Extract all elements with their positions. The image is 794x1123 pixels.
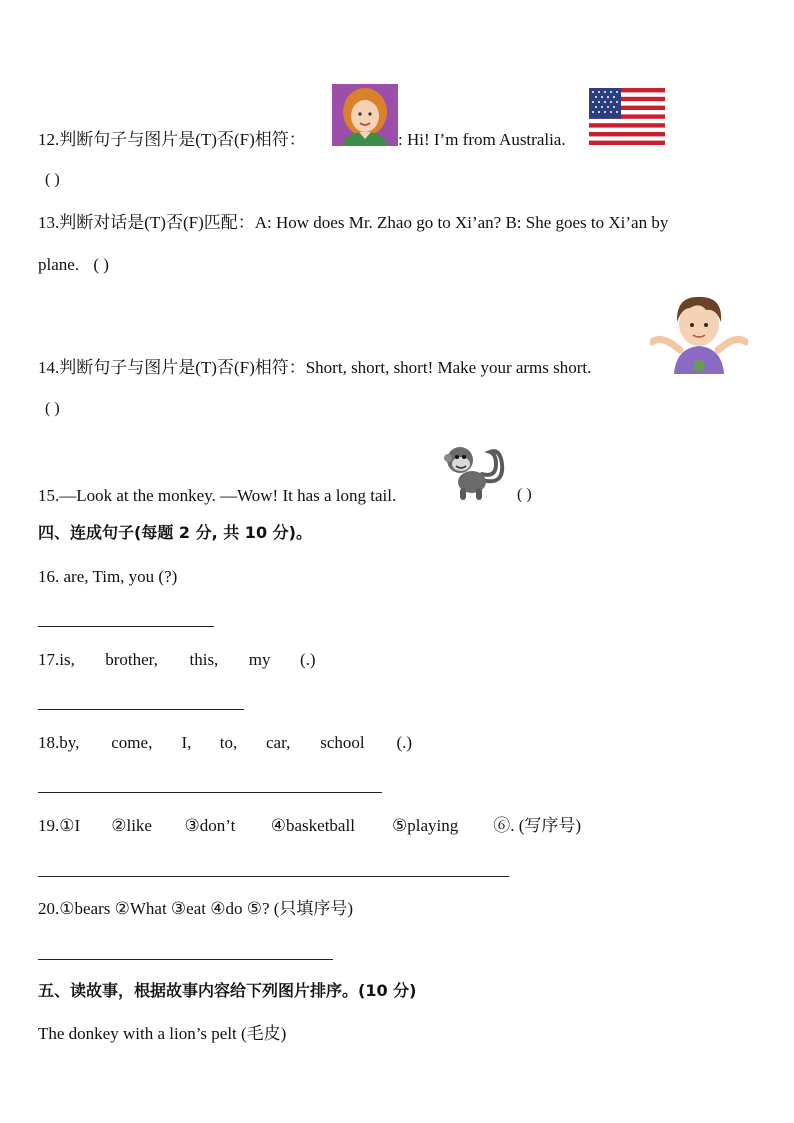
- q14-answer-paren[interactable]: ( ): [45, 400, 60, 417]
- q12-suffix-line: [398, 131, 566, 148]
- q13-answer-paren[interactable]: ( ): [93, 255, 109, 274]
- q18-word: car,: [266, 733, 291, 752]
- q20-line: 20.①bears ②What ③eat ④do ⑤? (只填序号): [38, 899, 354, 918]
- q17-line: [38, 651, 316, 668]
- q18-line: [38, 734, 412, 751]
- q18-word: 18.by,: [38, 733, 80, 752]
- q19-word: ⑤playing: [392, 816, 459, 835]
- q16-answer-line[interactable]: [38, 626, 214, 627]
- girl-portrait-image: [332, 84, 398, 146]
- boy-shrugging-image: [650, 292, 748, 374]
- q20-answer-line[interactable]: [38, 959, 333, 960]
- q18-word: I,: [181, 733, 192, 752]
- q19-word: 19.①I: [38, 816, 81, 835]
- q12-answer-paren[interactable]: ( ): [45, 171, 60, 188]
- q19-word: ②like: [111, 816, 152, 835]
- q12-prefix: 12.判断句子与图片是(T)否(F)相符：: [38, 130, 306, 149]
- q19-word: ⑥. (写序号): [493, 816, 582, 835]
- q17-word: this,: [189, 650, 219, 669]
- q14-line: 14.判断句子与图片是(T)否(F)相符：Short, short, short! Make your arms short.: [38, 358, 592, 377]
- monkey-image: [442, 440, 508, 502]
- q17-word: brother,: [105, 650, 158, 669]
- q18-answer-line[interactable]: [38, 792, 382, 793]
- section4-title: 四、连成句子(每题 2 分, 共 10 分)。: [38, 523, 312, 542]
- q15-line: 15.—Look at the monkey. —Wow! It has a long tail.: [38, 486, 397, 505]
- q17-word: (.): [300, 650, 316, 669]
- story-title: The donkey with a lion’s pelt (毛皮): [38, 1024, 287, 1043]
- q13-line2: [38, 256, 109, 273]
- q18-word: to,: [219, 733, 238, 752]
- q12-suffix: : Hi! I’m from Australia.: [398, 130, 566, 149]
- q19-line: [38, 817, 581, 834]
- q17-answer-line[interactable]: [38, 709, 244, 710]
- q13-line1: 13.判断对话是(T)否(F)匹配：A: How does Mr. Zhao go to Xi’an? B: She goes to Xi’an by: [38, 213, 669, 232]
- q19-word: ④basketball: [270, 816, 355, 835]
- q17-word: 17.is,: [38, 650, 75, 669]
- q18-word: come,: [111, 733, 153, 752]
- q19-answer-line[interactable]: [38, 876, 509, 877]
- q16-line: 16. are, Tim, you (?): [38, 567, 178, 586]
- q12-line: [38, 131, 306, 148]
- q18-word: (.): [396, 733, 413, 752]
- q18-word: school: [320, 733, 365, 752]
- usa-flag-image: [589, 88, 665, 145]
- q15-answer-paren[interactable]: ( ): [517, 486, 532, 503]
- q13-line2-text: plane.: [38, 255, 80, 274]
- section5-title: 五、读故事，根据故事内容给下列图片排序。(10 分): [38, 981, 417, 1000]
- q17-word: my: [248, 650, 271, 669]
- q19-word: ③don’t: [184, 816, 236, 835]
